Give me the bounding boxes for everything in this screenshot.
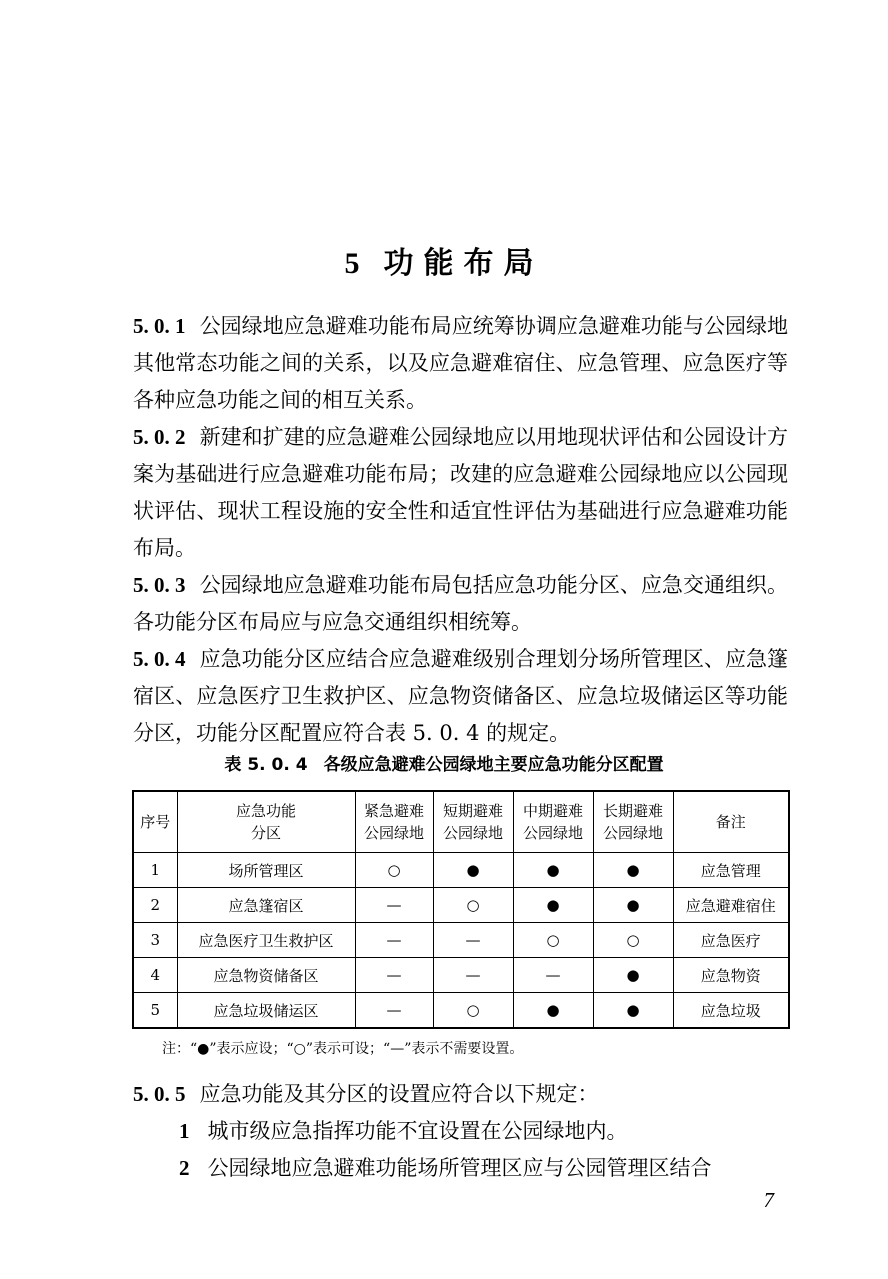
header-seq: 序号 (133, 791, 177, 853)
page-number: 7 (763, 1188, 774, 1212)
header-zone-line1: 应急功能 (235, 802, 296, 820)
item-number: 2 (179, 1156, 190, 1180)
table-row (133, 958, 789, 993)
table-caption (0, 752, 888, 778)
clause-5-0-5-block (133, 1076, 788, 1187)
header-zone (177, 791, 355, 853)
zone-config-table (132, 790, 790, 1029)
table-header-row (133, 791, 789, 853)
cell-zone: 应急医疗卫生救护区 (177, 923, 355, 958)
table-note: 注：“●”表示应设；“○”表示可设；“—”表示不需要设置。 (162, 1041, 524, 1057)
item-number: 1 (179, 1119, 190, 1143)
header-emergency-line2: 公园绿地 (363, 824, 424, 842)
cell-mid-term: ○ (513, 923, 593, 958)
list-item (133, 1150, 788, 1187)
body-text (133, 308, 788, 752)
clause-text: 公园绿地应急避难功能布局包括应急功能分区、应急交通组织。各功能分区布局应与应急交通组织相统筹。 (133, 573, 789, 634)
cell-long-term: ● (593, 888, 673, 923)
header-zone-line2: 分区 (250, 824, 281, 842)
chapter-title-text: 功能布局 (383, 246, 544, 282)
clause-5-0-1 (133, 308, 788, 419)
item-text: 城市级应急指挥功能不宜设置在公园绿地内。 (207, 1119, 628, 1143)
clause-number: 5. 0. 5 (133, 1082, 186, 1106)
cell-short-term: ○ (433, 888, 513, 923)
cell-emergency: — (355, 958, 433, 993)
cell-emergency: ○ (355, 853, 433, 888)
clause-number: 5. 0. 2 (133, 425, 186, 449)
clause-5-0-5 (133, 1076, 788, 1113)
cell-remark: 应急医疗 (673, 923, 789, 958)
cell-remark: 应急避难宿住 (673, 888, 789, 923)
cell-seq: 1 (133, 853, 177, 888)
cell-seq: 3 (133, 923, 177, 958)
table-row (133, 888, 789, 923)
item-text: 公园绿地应急避难功能场所管理区应与公园管理区结合 (207, 1156, 712, 1180)
header-long-term (593, 791, 673, 853)
table-row (133, 853, 789, 888)
clause-text: 公园绿地应急避难功能布局应统筹协调应急避难功能与公园绿地其他常态功能之间的关系，以及应急避难宿住、应急管理、应急医疗等各种应急功能之间的相互关系。 (133, 314, 789, 412)
cell-zone: 应急篷宿区 (177, 888, 355, 923)
cell-zone: 场所管理区 (177, 853, 355, 888)
cell-short-term: — (433, 958, 513, 993)
chapter-number: 5 (344, 247, 370, 281)
clause-5-0-4 (133, 641, 788, 752)
header-emergency-line1: 紧急避难 (363, 802, 424, 820)
clause-number: 5. 0. 1 (133, 314, 186, 338)
cell-remark: 应急管理 (673, 853, 789, 888)
clause-5-0-2 (133, 419, 788, 567)
cell-remark: 应急物资 (673, 958, 789, 993)
cell-long-term: ○ (593, 923, 673, 958)
header-short-term-line2: 公园绿地 (442, 824, 503, 842)
header-long-term-line2: 公园绿地 (602, 824, 663, 842)
clause-number: 5. 0. 3 (133, 573, 186, 597)
cell-long-term: ● (593, 853, 673, 888)
table-row (133, 923, 789, 958)
cell-emergency: — (355, 888, 433, 923)
header-short-term-line1: 短期避难 (442, 802, 503, 820)
header-mid-term-line2: 公园绿地 (522, 824, 583, 842)
cell-emergency: — (355, 993, 433, 1029)
cell-zone: 应急物资储备区 (177, 958, 355, 993)
table-caption-title: 各级应急避难公园绿地主要应急功能分区配置 (323, 755, 664, 775)
cell-short-term: ○ (433, 993, 513, 1029)
list-item (133, 1113, 788, 1150)
header-emergency (355, 791, 433, 853)
cell-mid-term: — (513, 958, 593, 993)
cell-emergency: — (355, 923, 433, 958)
cell-mid-term: ● (513, 993, 593, 1029)
cell-seq: 2 (133, 888, 177, 923)
cell-mid-term: ● (513, 888, 593, 923)
chapter-title (0, 244, 888, 284)
cell-remark: 应急垃圾 (673, 993, 789, 1029)
cell-zone: 应急垃圾储运区 (177, 993, 355, 1029)
clause-5-0-3 (133, 567, 788, 641)
header-mid-term (513, 791, 593, 853)
clause-number: 5. 0. 4 (133, 647, 186, 671)
cell-seq: 5 (133, 993, 177, 1029)
header-remark: 备注 (673, 791, 789, 853)
header-mid-term-line1: 中期避难 (522, 802, 583, 820)
cell-long-term: ● (593, 958, 673, 993)
cell-short-term: — (433, 923, 513, 958)
cell-short-term: ● (433, 853, 513, 888)
cell-seq: 4 (133, 958, 177, 993)
clause-text: 新建和扩建的应急避难公园绿地应以用地现状评估和公园设计方案为基础进行应急避难功能布局；改建的应急避难公园绿地应以公园现状评估、现状工程设施的安全性和适宜性评估为基础进行应急避难功能布局。 (133, 425, 789, 560)
cell-mid-term: ● (513, 853, 593, 888)
header-short-term (433, 791, 513, 853)
table-caption-number: 表 5. 0. 4 (224, 755, 308, 775)
table-row (133, 993, 789, 1029)
cell-long-term: ● (593, 993, 673, 1029)
header-long-term-line1: 长期避难 (602, 802, 663, 820)
clause-text: 应急功能及其分区的设置应符合以下规定： (199, 1082, 599, 1106)
clause-text: 应急功能分区应结合应急避难级别合理划分场所管理区、应急篷宿区、应急医疗卫生救护区、应急物资储备区、应急垃圾储运区等功能分区，功能分区配置应符合表 5. 0. 4 的规定。 (133, 647, 789, 745)
